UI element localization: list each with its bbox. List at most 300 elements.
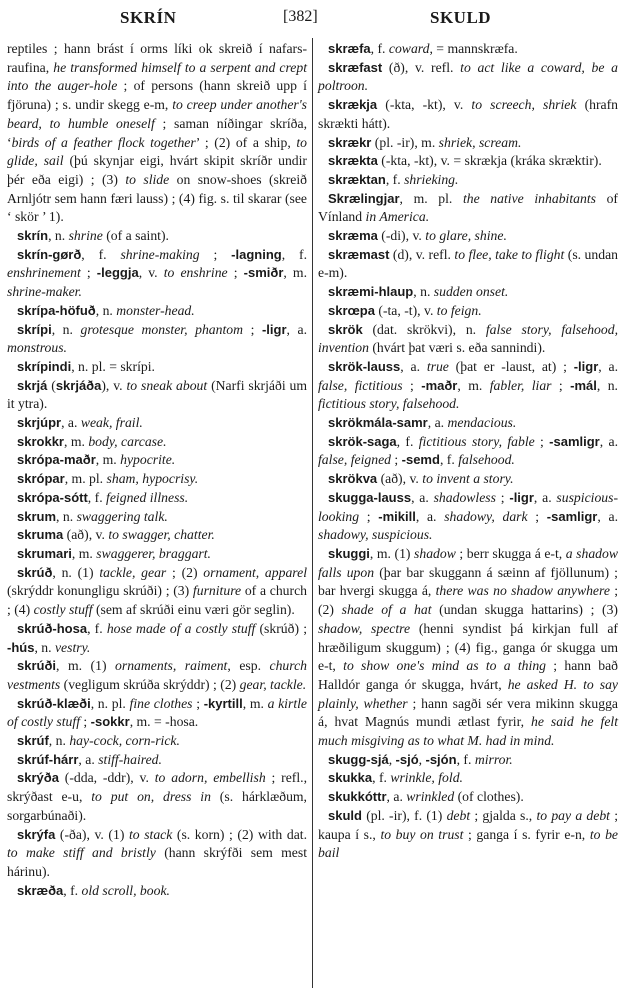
entry-text: (of a saint).: [102, 228, 169, 244]
dictionary-entry: [318, 283, 618, 302]
headword: skrúði: [17, 658, 57, 674]
headword: skrúð-klæði: [17, 695, 91, 711]
entry-text: (s. hárklæðum, sorgarbúnaði).: [7, 789, 307, 823]
entry-text: (s. undan e-m).: [318, 246, 618, 281]
dictionary-entry: [7, 882, 307, 901]
translation: to feign.: [436, 302, 482, 318]
dictionary-entry: [7, 826, 307, 882]
entry-text: , f.: [81, 246, 121, 262]
translation: true: [426, 358, 449, 374]
translation: to screech, shriek: [471, 97, 577, 113]
dictionary-entry: [7, 40, 307, 227]
entry-text: (-kta, -kt), v.: [377, 97, 472, 113]
entry-text: ; saman níðingar skríða, ‘: [7, 115, 307, 150]
headword: skrökva: [328, 471, 378, 487]
entry-text: , a.: [533, 489, 557, 505]
entry-text: (: [47, 377, 56, 393]
entry-text: , m.: [71, 545, 97, 561]
translation: shadow, spectre: [318, 620, 411, 636]
translation: debt: [446, 807, 471, 823]
dictionary-entry: [7, 451, 307, 470]
entry-text: ;: [80, 714, 91, 730]
entry-text: (þú skynjar eigi, hvárt skipit skríðr undir þér eða eigi) ; (3): [7, 153, 307, 187]
entry-text: , n.: [51, 321, 81, 337]
entry-text: ’ ; (2) of a ship,: [195, 134, 297, 150]
translation: mendacious.: [447, 415, 517, 431]
dictionary-entry: [7, 227, 307, 246]
entry-text: , a.: [599, 433, 618, 449]
entry-text: , a.: [597, 508, 618, 524]
headword: skrúf: [17, 733, 49, 749]
dictionary-entry: [318, 470, 618, 489]
dictionary-entry: [7, 620, 307, 657]
entry-text: (dat. skrökvi), n.: [362, 321, 486, 337]
translation: shadowy, suspicious.: [318, 527, 433, 543]
entry-text: , f.: [63, 882, 82, 898]
headword: skrœpa: [328, 302, 375, 318]
entry-text: (s. korn) ; (2) with dat.: [172, 826, 307, 842]
entry-text: ), v.: [101, 377, 127, 393]
translation: to sneak about: [126, 377, 208, 393]
headword: skugg-sjá: [328, 751, 389, 767]
entry-text: ; ganga í s. fyrir e-n,: [463, 826, 590, 842]
entry-text: (skrýddr konungligu skrúði) ; (3): [7, 583, 193, 599]
entry-text: , n.: [48, 228, 69, 244]
entry-text: (Narfi skrjáði um it ytra).: [7, 377, 307, 412]
translation: there was no shadow anywhere: [435, 583, 610, 599]
entry-text: (-ða), v. (1): [55, 826, 129, 842]
dictionary-entry: [7, 377, 307, 414]
dictionary-entry: [7, 526, 307, 545]
dictionary-entry: [318, 59, 618, 96]
headword: skrokkr: [17, 433, 64, 449]
entry-text: , m. pl.: [64, 471, 107, 487]
entry-text: (þar bar skuggann á sæinn af fjöllunum) ; bar hvergi skugga á,: [318, 564, 618, 599]
entry-text: (-ta, -t), v.: [374, 302, 437, 318]
column-divider: [312, 38, 313, 988]
entry-text: , n.: [48, 733, 70, 749]
headword: skuggi: [328, 545, 370, 561]
headword: skrópar: [17, 471, 65, 487]
dictionary-entry: [7, 489, 307, 508]
translation: a kirtle of costly stuff: [7, 695, 307, 730]
translation: false story, falsehood, invention: [318, 321, 618, 356]
headword: skrækta: [328, 153, 378, 169]
entry-text: ,: [418, 751, 426, 767]
dictionary-entry: [7, 470, 307, 489]
dictionary-entry: [7, 414, 307, 433]
translation: suspicious-looking: [318, 489, 619, 524]
entry-text: , m.: [283, 265, 307, 281]
headword: -lagning: [231, 246, 282, 262]
translation: shrieking.: [404, 171, 459, 187]
entry-text: , m.: [95, 452, 121, 468]
translation: tackle, gear: [99, 564, 167, 580]
entry-text: ; kaupa í s.,: [318, 807, 618, 842]
headword: skrækja: [328, 97, 378, 113]
dictionary-entry: [318, 171, 618, 190]
translation: hay-cock, corn-rick.: [69, 733, 180, 749]
headword: skrópa-maðr: [17, 452, 96, 468]
entry-text: ;: [495, 489, 510, 505]
translation: ornaments, raiment: [115, 658, 228, 674]
translation: to buy on trust: [380, 826, 464, 842]
entry-text: , f.: [372, 770, 391, 786]
entry-text: , n. (1): [52, 564, 100, 580]
headword: skrök-saga: [328, 433, 397, 449]
translation: sudden onset.: [433, 284, 509, 300]
dictionary-entry: [318, 358, 618, 414]
entry-text: , n.: [413, 284, 434, 300]
headword: skrín-gørð: [17, 246, 82, 262]
entry-text: , a.: [427, 415, 448, 431]
translation: feigned illness.: [106, 489, 189, 505]
translation: church vestments: [7, 658, 308, 692]
entry-text: , a.: [61, 415, 81, 431]
dictionary-entry: [318, 152, 618, 171]
entry-text: ; of persons (hann skreið upp í fjöruna) ; s. undir skegg e-m,: [7, 78, 307, 113]
headword: -kyrtill: [203, 695, 243, 711]
translation: a shadow falls upon: [318, 545, 618, 580]
headword: -ligr: [509, 489, 534, 505]
entry-text: (að), v.: [377, 471, 423, 487]
entry-text: , = mannskræfa.: [429, 41, 518, 56]
dictionary-entry: [318, 227, 618, 246]
entry-text: (að), v.: [63, 527, 109, 543]
headword: skrípa-höfuð: [17, 302, 96, 318]
headword: Skrælingjar: [328, 190, 400, 206]
entry-text: , a.: [400, 358, 427, 374]
translation: to glide, sail: [7, 134, 308, 169]
dictionary-entry: [7, 751, 307, 770]
dictionary-entry: [7, 695, 307, 732]
dictionary-entry: [318, 807, 618, 863]
entry-text: (hrafn skrækti hátt).: [318, 97, 618, 131]
entry-text: (-di), v.: [377, 228, 426, 244]
entry-text: , m.: [457, 377, 490, 393]
headword: skrúð-hosa: [17, 620, 88, 636]
translation: shrine: [68, 228, 103, 244]
headword: skrök: [328, 321, 363, 337]
translation: furniture: [192, 583, 242, 599]
translation: monstrous.: [7, 340, 67, 356]
entry-text: of a church ; (4): [7, 583, 307, 618]
entry-text: ;: [551, 377, 571, 393]
entry-text: , esp.: [227, 658, 270, 674]
entry-text: (skrúð) ;: [255, 620, 307, 636]
headword: skrípindi: [17, 358, 72, 374]
translation: fictitious story, falsehood.: [318, 396, 460, 412]
entry-text: (of clothes).: [454, 789, 524, 805]
headword: -sjón: [425, 751, 457, 767]
translation: costly stuff: [33, 602, 93, 618]
translation: shade of a hat: [341, 602, 432, 618]
translation: wrinkled: [406, 789, 455, 805]
dictionary-entry: [7, 358, 307, 377]
headword: -maðr: [421, 377, 458, 393]
entry-text: (pl. -ir), m.: [371, 134, 439, 150]
translation: shrine-maker.: [7, 284, 82, 300]
entry-text: , m.: [63, 433, 89, 449]
translation: fabler, liar: [489, 377, 552, 393]
headword: skræða: [17, 882, 64, 898]
entry-text: , n.: [596, 377, 618, 393]
headword: -ligr: [261, 321, 287, 337]
headword: skruma: [17, 527, 64, 543]
headword: skugga-lauss: [328, 489, 412, 505]
right-column: [318, 40, 618, 863]
translation: the native inhabitants: [462, 190, 596, 206]
entry-text: , m. pl.: [399, 190, 463, 206]
entry-text: reptiles ; hann brást í orms líki ok skreið í nafars-raufina,: [7, 41, 307, 75]
dictionary-entry: [318, 40, 618, 59]
dictionary-entry: [7, 246, 307, 302]
translation: to stack: [128, 826, 173, 842]
headword: skrípi: [17, 321, 52, 337]
entry-text: ,: [388, 751, 396, 767]
entry-text: ;: [402, 377, 422, 393]
dictionary-entry: [7, 545, 307, 564]
headword: skrækr: [328, 134, 372, 150]
translation: body, carcase.: [88, 433, 167, 449]
entry-text: , f.: [281, 246, 307, 262]
translation: shrine-making: [120, 246, 200, 262]
entry-text: ; hann sagði sér vera mikinn skugga á, hvat Magnús mundi ætlast fyrir,: [318, 695, 619, 730]
entry-text: (ð), v. refl.: [382, 59, 461, 75]
headword: skræma: [328, 228, 378, 244]
dictionary-entry: [318, 190, 618, 227]
dictionary-entry: [318, 302, 618, 321]
dictionary-entry: [7, 321, 307, 358]
headword: skrjúpr: [17, 415, 62, 431]
entry-text: ;: [390, 452, 402, 468]
headword: skrökmála-samr: [328, 415, 428, 431]
translation: wrinkle, fold.: [390, 770, 463, 786]
entry-text: (d), v. refl.: [389, 246, 455, 262]
dictionary-entry: [318, 788, 618, 807]
entry-text: , m. (1): [369, 545, 415, 561]
translation: to swagger, chatter.: [108, 527, 215, 543]
translation: to invent a story.: [422, 471, 514, 487]
dictionary-entry: [318, 489, 618, 545]
entry-text: , f.: [87, 489, 107, 505]
translation: he asked H. to say plainly, whether: [318, 676, 618, 711]
dictionary-entry: [7, 769, 307, 825]
entry-text: (-kta, -kt), v. = skrækja (kráka skræktir).: [377, 153, 602, 169]
headword: -leggja: [96, 265, 139, 281]
headword: skrýða: [17, 770, 59, 786]
headword: skrúf-hárr: [17, 751, 79, 767]
dictionary-entry: [318, 246, 618, 283]
translation: shadowy, dark: [444, 508, 528, 524]
translation: hose made of a costly stuff: [106, 620, 256, 636]
translation: swaggering talk.: [76, 508, 168, 524]
headword: skrjá: [17, 377, 48, 393]
translation: weak, frail.: [80, 415, 143, 431]
translation: to pay a debt: [536, 807, 610, 823]
entry-text: , n. pl. = skrípi.: [71, 358, 155, 374]
entry-text: (pl. -ir), f. (1): [361, 807, 447, 823]
entry-text: ;: [243, 321, 262, 337]
dictionary-entry: [7, 508, 307, 527]
entry-text: ;: [80, 265, 97, 281]
translation: in America.: [365, 209, 430, 225]
headword: -semd: [401, 452, 440, 468]
translation: to creep under another's beard, to humble oneself: [7, 97, 307, 131]
dictionary-entry: [7, 433, 307, 452]
headword: skræfa: [328, 41, 371, 56]
entry-text: , f.: [385, 171, 405, 187]
entry-text: , a.: [78, 751, 99, 767]
entry-text: , m.: [242, 695, 268, 711]
translation: swaggerer, braggart.: [96, 545, 211, 561]
entry-text: , v.: [138, 265, 164, 281]
translation: ornament, apparel: [203, 564, 308, 580]
translation: false, feigned: [318, 452, 391, 468]
entry-text: ;: [192, 695, 204, 711]
headword: -hús: [7, 639, 35, 655]
entry-text: , n. pl.: [90, 695, 130, 711]
translation: to be bail: [318, 826, 618, 861]
translation: he said he felt much misgiving as to what M. had in mind.: [318, 714, 618, 749]
translation: to enshrine: [163, 265, 228, 281]
entry-text: ;: [199, 246, 232, 262]
dictionary-entry: [7, 564, 307, 620]
dictionary-entry: [7, 657, 307, 694]
dictionary-entry: [318, 433, 618, 470]
headword: skrýfa: [17, 826, 56, 842]
headword: -sjó: [395, 751, 419, 767]
headword: -mál: [570, 377, 597, 393]
entry-text: , m. = -hosa.: [129, 714, 199, 730]
entry-text: of Vínland: [318, 190, 618, 225]
entry-text: ; (2): [166, 564, 204, 580]
translation: enshrinement: [7, 265, 81, 281]
translation: falsehood.: [458, 452, 515, 468]
translation: hypocrite.: [120, 452, 176, 468]
entry-text: (þat er -laust, at) ;: [448, 358, 574, 374]
headword: -samligr: [549, 433, 600, 449]
headword: skrum: [17, 508, 57, 524]
translation: coward: [388, 41, 430, 56]
dictionary-entry: [318, 751, 618, 770]
translation: shadowless: [433, 489, 496, 505]
entry-text: (undan skugga hattarins) ; (3): [431, 602, 618, 618]
header-last-word: SKULD: [430, 8, 492, 27]
entry-text: , f.: [87, 620, 107, 636]
entry-text: (henni syndist þá kirkjan full af hræðiligum skuggum) ; (4) fig., ganga ór skugga um e-t,: [318, 620, 618, 674]
header-first-word: SKRÍN: [120, 8, 177, 27]
headword: skræmi-hlaup: [328, 284, 414, 300]
headword: skrumari: [17, 545, 72, 561]
entry-text: ;: [534, 433, 550, 449]
entry-text: , f.: [396, 433, 419, 449]
entry-text: , n.: [56, 508, 77, 524]
translation: to slide: [125, 171, 170, 187]
entry-text: , a.: [415, 508, 445, 524]
entry-text: (vegligum skrúða skrýddr) ; (2): [60, 676, 240, 692]
entry-text: ; (2): [318, 583, 618, 618]
entry-text: , f.: [456, 751, 475, 767]
translation: stiff-haired.: [98, 751, 162, 767]
entry-text: , n.: [34, 639, 55, 655]
translation: shriek, scream.: [438, 134, 522, 150]
translation: to act like a coward, be a poltroon.: [318, 59, 618, 94]
translation: to put on, dress in: [91, 789, 211, 805]
entry-text: ; berr skugga á e-t,: [455, 545, 566, 561]
entry-text: ;: [227, 265, 244, 281]
left-column: [7, 40, 307, 900]
translation: fictitious story, fable: [418, 433, 535, 449]
entry-text: ;: [359, 508, 379, 524]
entry-text: on snow-shoes (skreið Arnljótr sem hann færi lauss) ; (4) fig. s. til skarar (see ‘ skör ’ 1).: [7, 171, 308, 225]
entry-text: ; hann bað Halldór ganga ór skugga, hvárt,: [318, 658, 618, 692]
translation: mirror.: [474, 751, 513, 767]
headword: -smiðr: [243, 265, 284, 281]
headword: -samligr: [546, 508, 598, 524]
headword: skukkóttr: [328, 789, 387, 805]
translation: to glare, shine.: [425, 228, 507, 244]
translation: false, fictitious: [318, 377, 403, 393]
translation: gear, tackle.: [239, 676, 307, 692]
translation: birds of a feather flock together: [11, 134, 196, 150]
dictionary-entry: [318, 134, 618, 153]
entry-text: , f.: [439, 452, 459, 468]
entry-text: , f.: [370, 41, 389, 56]
headword: skuld: [328, 807, 362, 823]
entry-text: (sem af skrúði einu væri gör seglin).: [92, 602, 295, 618]
dictionary-entry: [7, 732, 307, 751]
entry-text: , m. (1): [56, 658, 116, 674]
entry-text: , a.: [386, 789, 407, 805]
page-number: [382]: [283, 8, 318, 25]
dictionary-entry: [318, 414, 618, 433]
entry-text: ;: [527, 508, 547, 524]
headword: skrópa-sótt: [17, 489, 88, 505]
entry-text: (-dda, -ddr), v.: [58, 770, 155, 786]
entry-text: , n.: [95, 302, 117, 318]
translation: sham, hypocrisy.: [106, 471, 199, 487]
translation: old scroll, book.: [81, 882, 170, 898]
translation: to make stiff and bristly: [7, 845, 156, 861]
headword: skrök-lauss: [328, 358, 401, 374]
headword: skræmast: [328, 246, 390, 262]
translation: to adorn, embellish: [154, 770, 266, 786]
headword: skrjáða: [55, 377, 102, 393]
headword: skukka: [328, 770, 373, 786]
dictionary-entry: [318, 769, 618, 788]
headword: -mikill: [378, 508, 416, 524]
entry-text: , a.: [286, 321, 307, 337]
entry-text: (hann skrýfði sem mest hárinu).: [7, 845, 308, 879]
entry-text: ; refl., skrýðast e-u,: [7, 770, 307, 805]
headword: skræfast: [328, 59, 383, 75]
entry-text: , a.: [598, 358, 619, 374]
entry-text: (hvárt þat væri s. eða sannindi).: [368, 340, 546, 356]
entry-text: ; gjalda s.,: [470, 807, 537, 823]
translation: to show one's mind as to a thing: [343, 658, 547, 674]
dictionary-entry: [318, 321, 618, 358]
translation: monster-head.: [116, 302, 195, 318]
translation: grotesque monster, phantom: [80, 321, 244, 337]
translation: fine clothes: [129, 695, 193, 711]
translation: vestry.: [54, 639, 91, 655]
dictionary-entry: [318, 545, 618, 751]
headword: skrúð: [17, 564, 53, 580]
headword: skrín: [17, 228, 49, 244]
translation: he transformed himself to a serpent and crept into the auger-hole: [7, 59, 307, 94]
entry-text: , a.: [411, 489, 434, 505]
